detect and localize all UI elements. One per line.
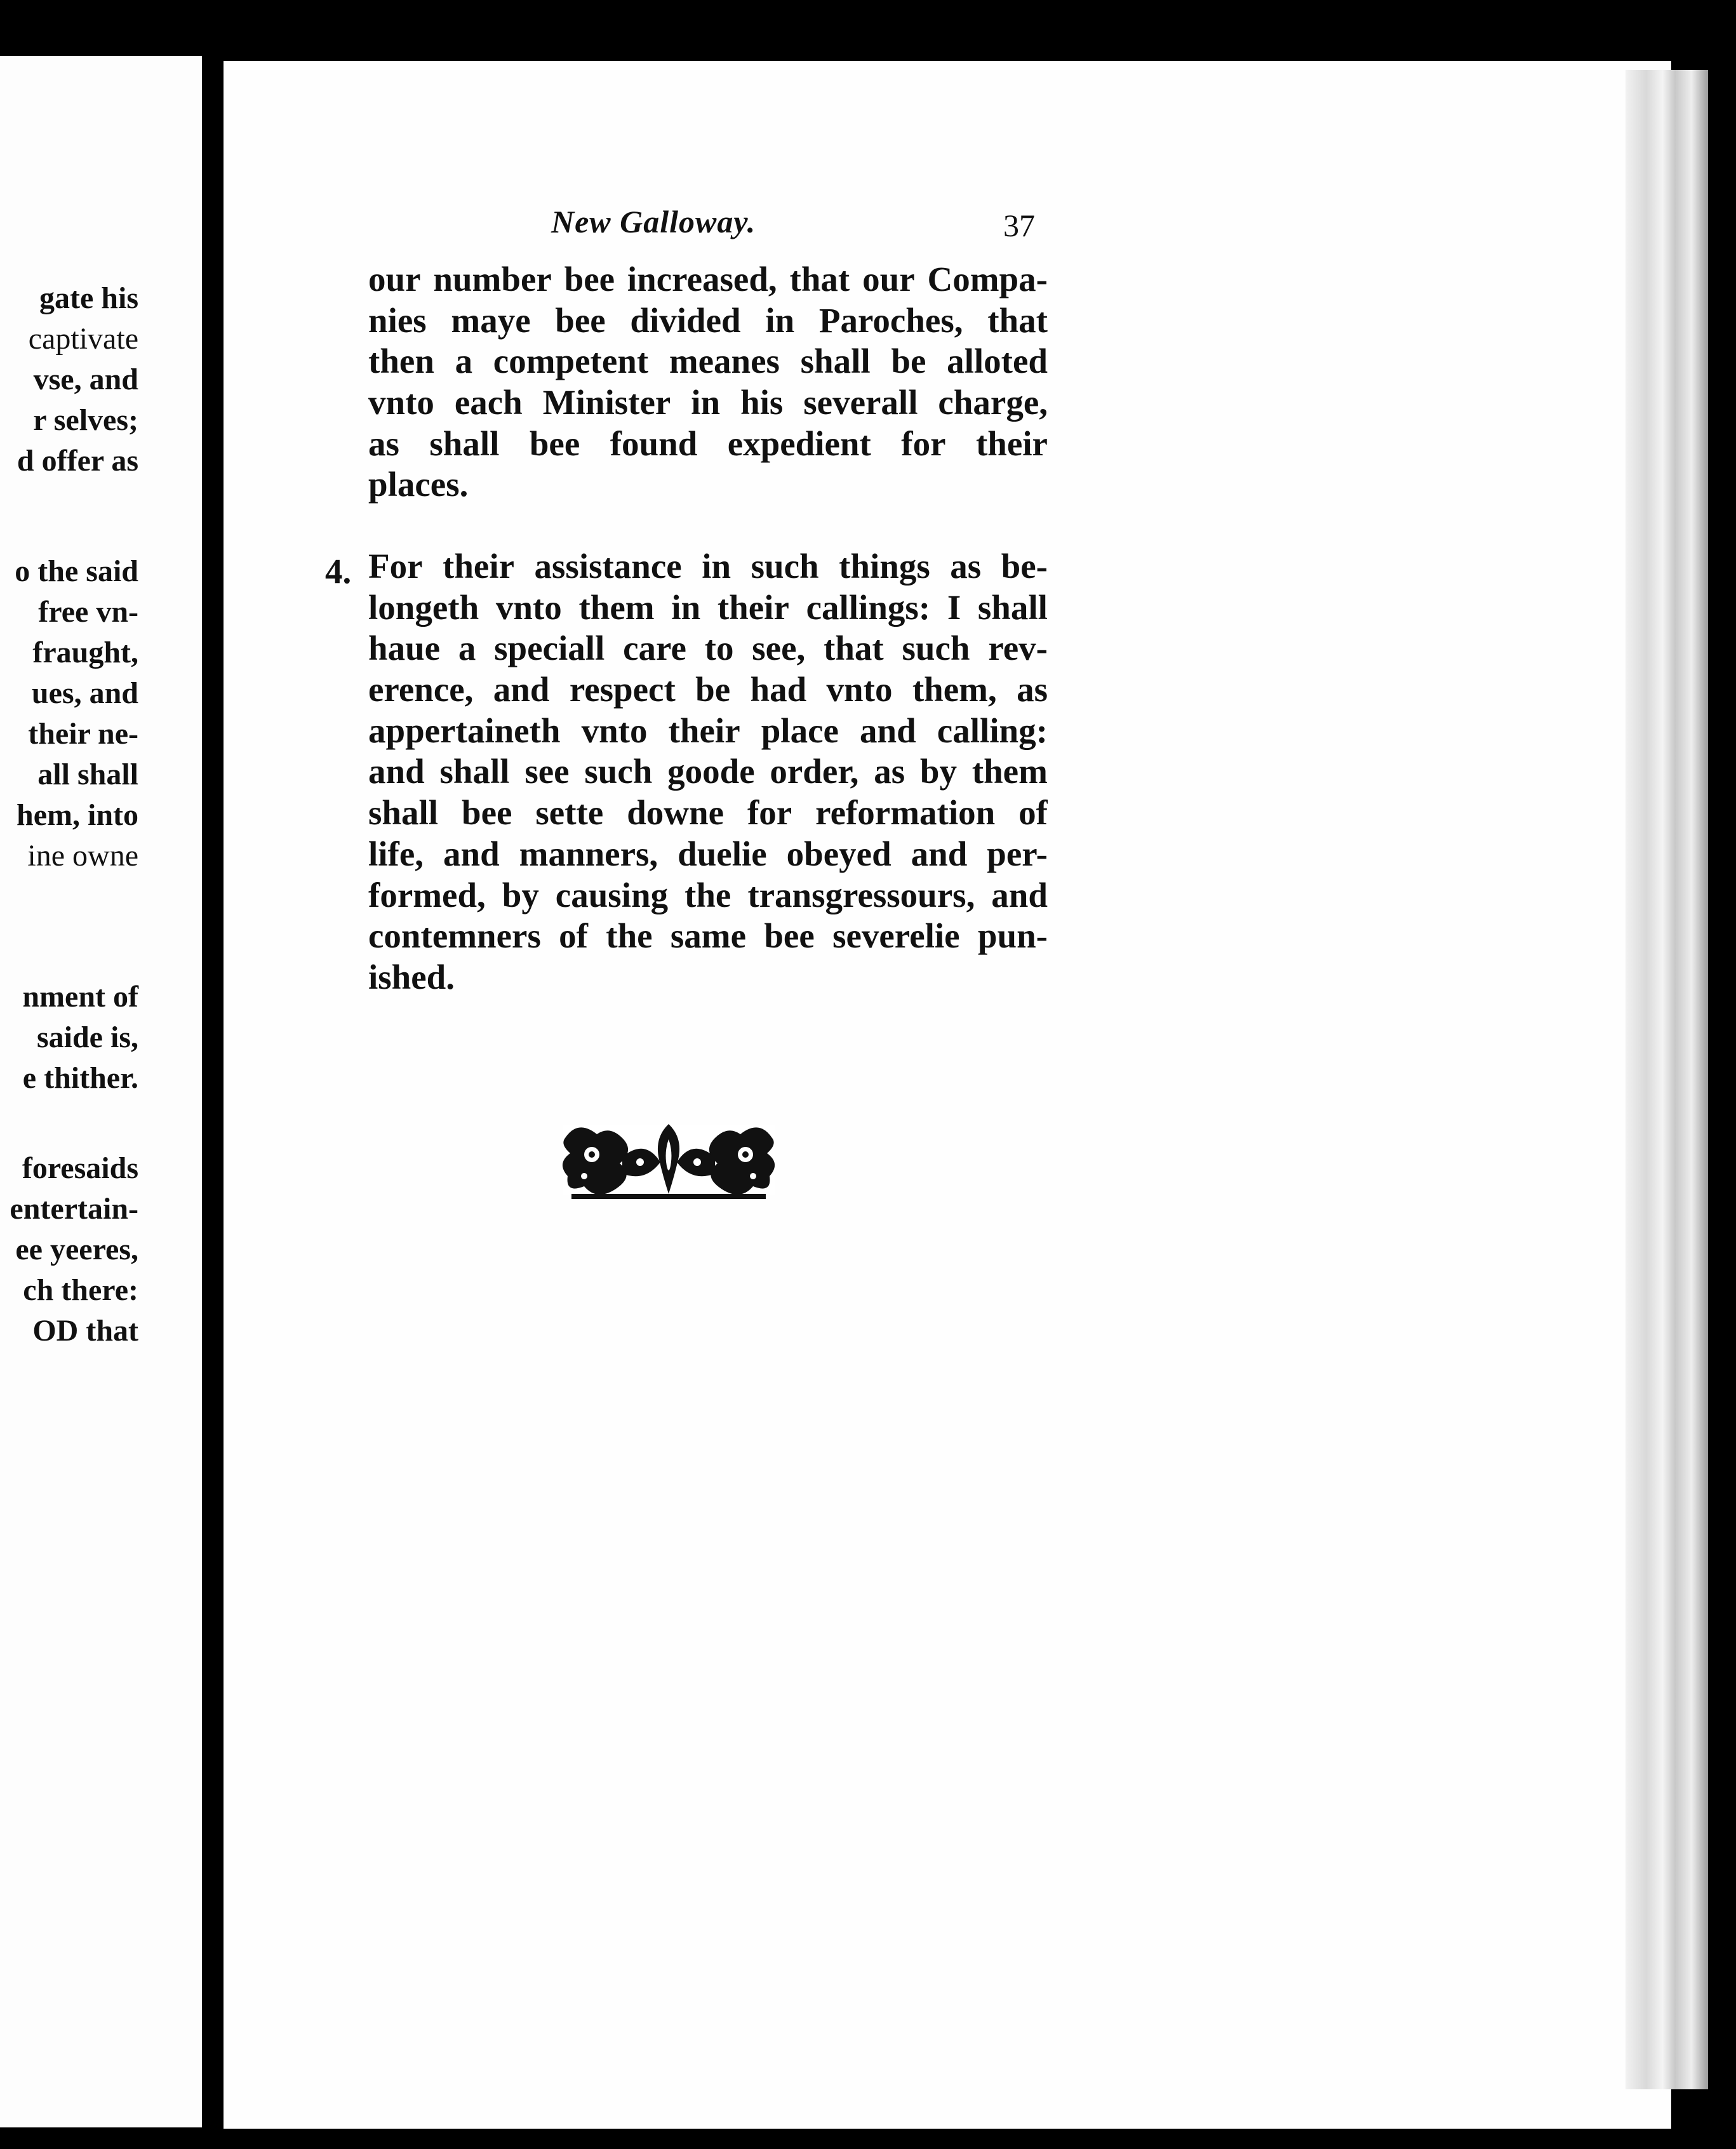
- left-facing-page: [0, 56, 202, 2127]
- paragraph-number: 4.: [325, 552, 352, 591]
- left-line: ch there:: [23, 1273, 138, 1307]
- text-line: then a competent meanes shall be alloted: [368, 342, 1048, 381]
- running-head: New Galloway.: [551, 204, 756, 239]
- left-line: fraught,: [32, 636, 138, 669]
- left-line: ues, and: [31, 676, 138, 710]
- text-line: nies maye bee divided in Paroches, that: [368, 300, 1048, 340]
- text-line: appertaineth vnto their place and calling:: [368, 711, 1048, 750]
- left-line: nment of: [22, 980, 138, 1014]
- left-line: their ne-: [28, 717, 138, 751]
- text-line: erence, and respect be had vnto them, as: [368, 670, 1048, 709]
- left-line: captivate: [28, 322, 138, 356]
- left-line: vse, and: [33, 363, 138, 396]
- page-edges: [1626, 70, 1708, 2089]
- text-line: vnto each Minister in his severall charge,: [368, 383, 1048, 422]
- floral-vignette-icon: [559, 1113, 778, 1207]
- text-line: and shall see such goode order, as by them: [368, 752, 1048, 791]
- text-line: formed, by causing the transgressours, and: [368, 875, 1048, 914]
- text-line: places.: [368, 465, 469, 504]
- left-line: hem, into: [17, 798, 138, 832]
- text-line: longeth vnto them in their callings: I shall: [368, 587, 1048, 627]
- text-line: contemners of the same bee severelie pun-: [368, 916, 1048, 956]
- left-line: entertain-: [10, 1192, 138, 1226]
- text-line: haue a speciall care to see, that such rev-: [368, 629, 1048, 668]
- left-line: foresaids: [22, 1151, 138, 1185]
- text-line: life, and manners, duelie obeyed and per-: [368, 834, 1048, 873]
- left-line: gate his: [39, 281, 138, 315]
- text-line: our number bee increased, that our Compa-: [368, 260, 1048, 298]
- left-line: saide is,: [36, 1021, 138, 1054]
- left-line: OD that: [32, 1314, 138, 1348]
- text-line: For their assistance in such things as be-: [368, 547, 1048, 586]
- paragraph-continuation: [368, 259, 1048, 505]
- left-line: ine owne: [27, 839, 138, 873]
- left-line: d offer as: [17, 444, 138, 478]
- left-line: e thither.: [22, 1061, 138, 1095]
- left-line: ee yeeres,: [15, 1233, 138, 1266]
- page-number: 37: [1003, 208, 1035, 243]
- left-line: all shall: [37, 758, 138, 791]
- paragraph-four: [368, 546, 1048, 998]
- text-line: ished.: [368, 957, 455, 996]
- text-line: shall bee sette downe for reformation of: [368, 793, 1048, 833]
- left-line: free vn-: [38, 595, 138, 629]
- text-line: as shall bee found expedient for their: [368, 424, 1048, 463]
- left-line: r selves;: [33, 403, 138, 437]
- book-gutter: [202, 0, 224, 2149]
- left-line: o the said: [15, 554, 138, 588]
